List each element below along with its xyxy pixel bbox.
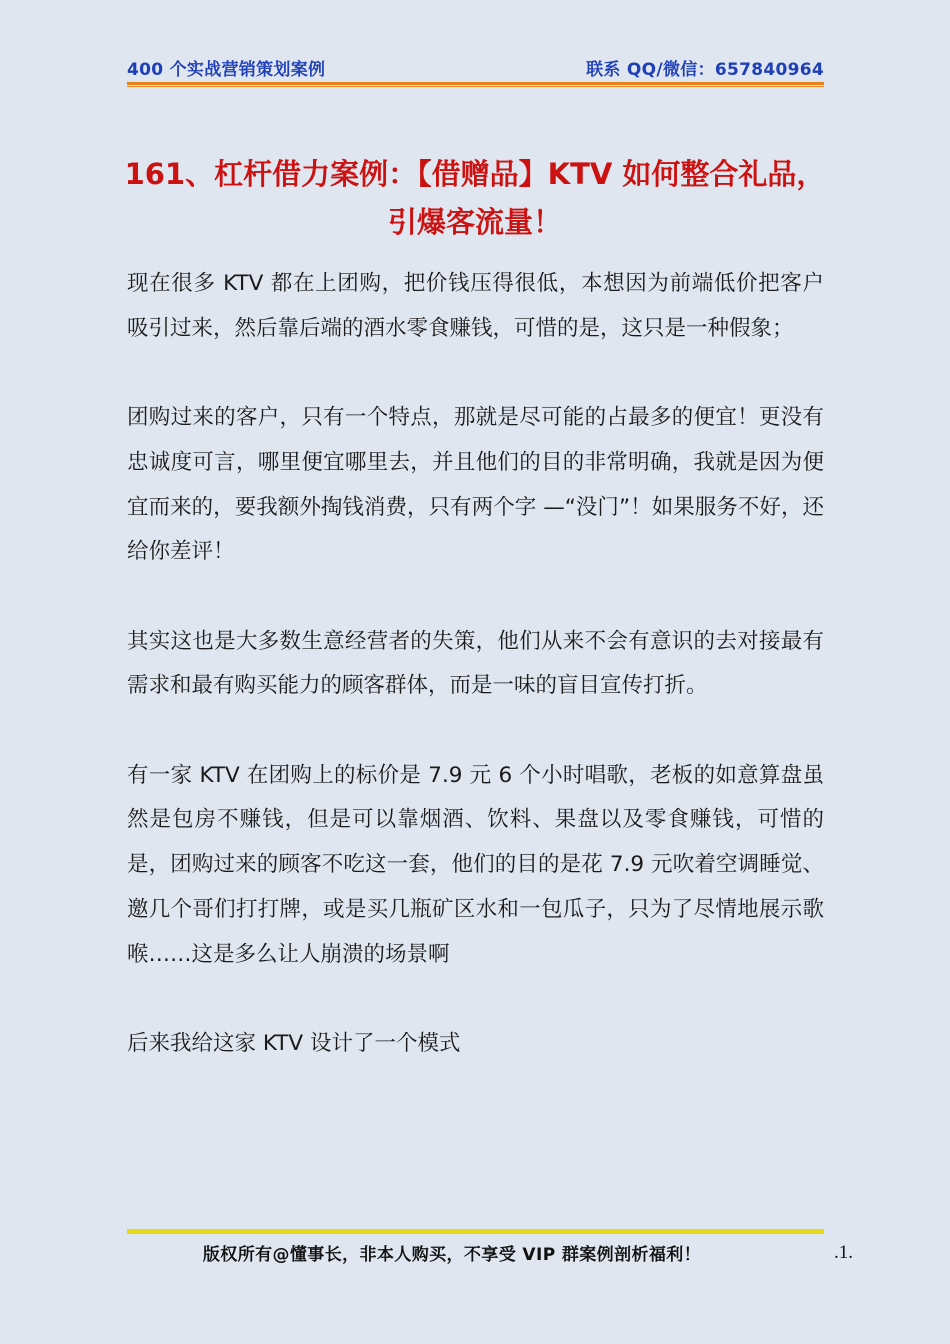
- article-title: 161、杠杆借力案例：【借赠品】KTV 如何整合礼品，引爆客流量！: [124, 157, 826, 239]
- footer-divider: [127, 1229, 824, 1234]
- page-header: [127, 55, 824, 81]
- paragraph: 现在很多 KTV 都在上团购，把价钱压得很低，本想因为前端低价把客户吸引过来，然后靠后端的酒水零食赚钱，可惜的是，这只是一种假象；: [127, 271, 824, 341]
- header-series-title: 400 个实战营销策划案例: [127, 60, 326, 80]
- paragraph: 团购过来的客户，只有一个特点，那就是尽可能的占最多的便宜！更没有忠诚度可言，哪里便宜哪里去，并且他们的目的非常明确，我就是因为便宜而来的，要我额外掏钱消费，只有两个字 —“没门”！如果服务不好，还给你差评！: [127, 405, 824, 565]
- header-contact: 联系 QQ/微信：657840964: [586, 60, 824, 80]
- paragraph: 后来我给这家 KTV 设计了一个模式: [127, 1030, 461, 1056]
- page-number: .1.: [834, 1242, 853, 1263]
- paragraph: 有一家 KTV 在团购上的标价是 7.9 元 6 个小时唱歌，老板的如意算盘虽然是包房不赚钱，但是可以靠烟酒、饮料、果盘以及零食赚钱，可惜的是，团购过来的顾客不吃这一套，他们的目的是花 7.9 元吹着空调睡觉、邀几个哥们打打牌，或是买几瓶矿区水和一包瓜子，只为了尽情地展示歌喉……这是多么让人崩溃的场景啊: [127, 762, 824, 967]
- header-divider-thin: [127, 86, 824, 87]
- article-body: [127, 262, 824, 1067]
- paragraph: 其实这也是大多数生意经营者的失策，他们从来不会有意识的去对接最有需求和最有购买能力的顾客群体，而是一味的盲目宣传打折。: [127, 628, 824, 699]
- header-divider: [127, 82, 824, 85]
- footer-copyright: 版权所有@懂事长，非本人购买，不享受 VIP 群案例剖析福利！: [202, 1245, 702, 1265]
